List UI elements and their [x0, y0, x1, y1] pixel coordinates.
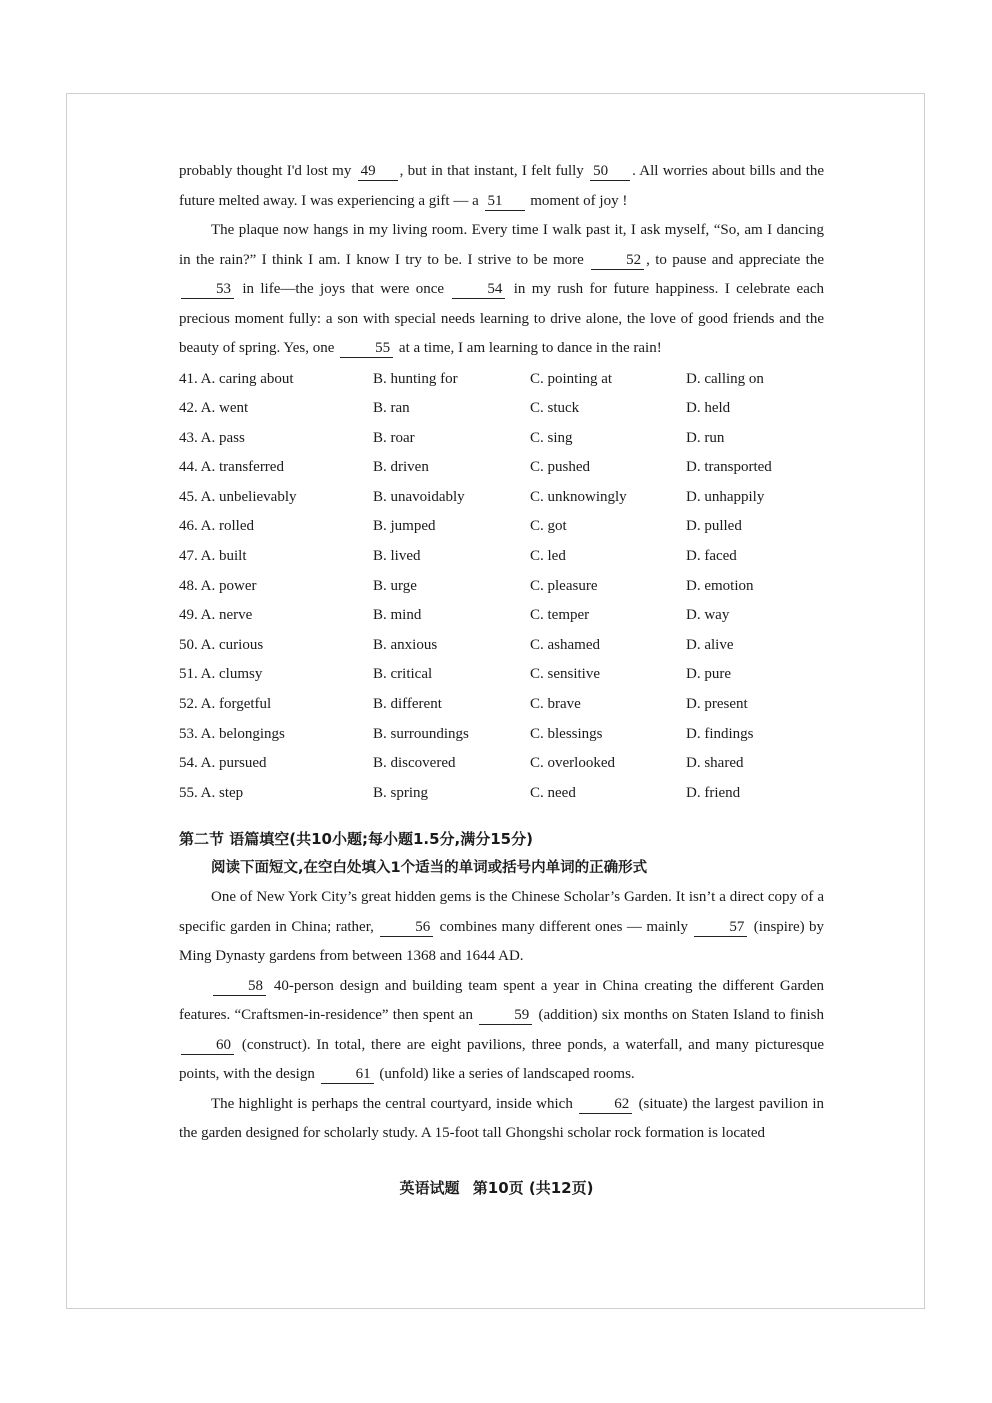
option-d: D. transported: [686, 459, 772, 476]
option-row: [179, 720, 824, 750]
option-row: [179, 572, 824, 602]
option-d: D. faced: [686, 548, 737, 565]
text: 40-person design and building team spent a year in China creating the different Garden features. “Craftsmen-in-residence” then spent an: [179, 977, 825, 1024]
text: (unfold) like a series of landscaped rooms.: [379, 1066, 635, 1083]
option-c: C. brave: [530, 696, 581, 713]
passage-paragraph: [179, 1090, 824, 1149]
option-c: C. blessings: [530, 725, 603, 742]
option-b: B. ran: [373, 400, 410, 417]
option-row: [179, 453, 824, 483]
text: , but in that instant, I felt fully: [399, 163, 584, 179]
option-c: C. ashamed: [530, 636, 600, 653]
blank-58: 58: [213, 977, 266, 996]
passage-paragraph: [179, 157, 824, 216]
option-b: B. different: [373, 696, 442, 713]
option-c: C. pleasure: [530, 577, 598, 594]
option-d: D. findings: [686, 725, 754, 742]
text: (situate) the largest pavilion in the garden designed for scholarly study. A 15-foot tall Ghongshi scholar rock formation is located: [179, 1095, 825, 1142]
option-c: C. sensitive: [530, 666, 600, 683]
blank-53: 53: [181, 280, 234, 299]
text: The plaque now hangs in my living room. Every time I walk past it, I ask myself, “So, am I dancing in the rain?” I think I am. I know I try to be. I strive to be more: [179, 222, 824, 268]
text: at a time, I am learning to dance in the rain!: [398, 340, 662, 356]
text: moment of joy !: [530, 192, 628, 209]
option-a: 48. A. power: [179, 577, 257, 594]
option-b: B. roar: [373, 429, 415, 446]
blank-51: 51: [485, 192, 525, 211]
option-row: [179, 779, 824, 809]
option-d: D. way: [686, 607, 730, 624]
text: (inspire) by Ming Dynasty gardens from between 1368 and 1644 AD.: [179, 918, 825, 965]
blank-54: 54: [452, 280, 505, 299]
blank-55: 55: [340, 339, 393, 358]
option-d: D. pure: [686, 666, 731, 683]
option-a: 41. A. caring about: [179, 370, 294, 387]
option-row: [179, 512, 824, 542]
text: One of New York City’s great hidden gems is the Chinese Scholar’s Garden. It isn’t a direct copy of a specific garden in China; rather,: [179, 889, 824, 935]
footer-subject: 英语试题: [399, 1179, 460, 1197]
option-a: 55. A. step: [179, 784, 244, 801]
text: (construct). In total, there are eight pavilions, three ponds, a waterfall, and many picturesque points, with the design: [179, 1036, 824, 1083]
option-a: 50. A. curious: [179, 636, 264, 653]
section-heading: 第二节 语篇填空(共10小题;每小题1.5分,满分15分): [179, 830, 533, 849]
option-d: D. emotion: [686, 577, 754, 594]
option-b: B. surroundings: [373, 725, 469, 742]
options-table: [179, 365, 824, 809]
option-d: D. calling on: [686, 370, 764, 387]
option-c: C. got: [530, 518, 567, 535]
option-d: D. present: [686, 696, 748, 713]
blank-50: 50: [590, 162, 630, 181]
option-b: B. hunting for: [373, 370, 458, 387]
text: (addition) six months on Staten Island to finish: [538, 1007, 824, 1024]
option-d: D. pulled: [686, 518, 742, 535]
option-c: C. temper: [530, 607, 590, 624]
option-a: 51. A. clumsy: [179, 666, 263, 683]
option-d: D. unhappily: [686, 488, 765, 505]
blank-59: 59: [479, 1006, 532, 1025]
text: in life—the joys that were once: [242, 281, 445, 297]
option-row: [179, 365, 824, 395]
option-c: C. pushed: [530, 459, 590, 476]
option-c: C. need: [530, 784, 576, 801]
blank-57: 57: [694, 918, 747, 937]
option-b: B. lived: [373, 548, 421, 565]
option-c: C. sing: [530, 429, 573, 446]
blank-62: 62: [579, 1095, 632, 1114]
option-c: C. stuck: [530, 400, 580, 417]
option-row: [179, 394, 824, 424]
option-c: C. pointing at: [530, 370, 613, 387]
page-footer: [67, 1177, 926, 1198]
option-a: 46. A. rolled: [179, 518, 254, 535]
passage-paragraph: [179, 972, 824, 1090]
option-c: C. unknowingly: [530, 488, 627, 505]
blank-56: 56: [380, 918, 433, 937]
option-row: [179, 542, 824, 572]
option-b: B. urge: [373, 577, 417, 594]
option-b: B. driven: [373, 459, 429, 476]
option-c: C. overlooked: [530, 755, 615, 772]
option-b: B. unavoidably: [373, 488, 465, 505]
blank-52: 52: [591, 251, 644, 270]
option-b: B. mind: [373, 607, 422, 624]
option-row: [179, 601, 824, 631]
option-d: D. alive: [686, 636, 734, 653]
option-b: B. critical: [373, 666, 433, 683]
option-a: 42. A. went: [179, 400, 249, 417]
option-row: [179, 631, 824, 661]
text: The highlight is perhaps the central courtyard, inside which: [211, 1095, 573, 1112]
option-b: B. jumped: [373, 518, 436, 535]
blank-60: 60: [181, 1036, 234, 1055]
page-content: [179, 157, 824, 1149]
text: , to pause and appreciate the: [646, 251, 825, 268]
option-d: D. run: [686, 429, 725, 446]
option-a: 53. A. belongings: [179, 725, 285, 742]
passage-paragraph: [179, 883, 824, 972]
text: in my rush for future happiness. I celebrate each precious moment fully: a son with special needs learning to drive alone, the love of good friends and the beauty of spring. Yes, one: [179, 281, 825, 356]
passage-paragraph: [179, 216, 824, 364]
option-b: B. spring: [373, 784, 429, 801]
option-d: D. shared: [686, 755, 744, 772]
text: probably thought I'd lost my: [179, 163, 352, 179]
option-d: D. held: [686, 400, 731, 417]
blank-49: 49: [358, 162, 398, 181]
section-instruction: 阅读下面短文,在空白处填入1个适当的单词或括号内单词的正确形式: [211, 860, 648, 877]
option-row: [179, 483, 824, 513]
option-a: 49. A. nerve: [179, 607, 253, 624]
option-a: 45. A. unbelievably: [179, 488, 297, 505]
option-a: 44. A. transferred: [179, 459, 284, 476]
blank-61: 61: [321, 1065, 374, 1084]
text: combines many different ones — mainly: [439, 918, 688, 935]
option-row: [179, 690, 824, 720]
option-row: [179, 424, 824, 454]
text: . All worries about bills and the future melted away. I was experiencing a gift — a: [179, 163, 825, 209]
option-a: 43. A. pass: [179, 429, 245, 446]
footer-page-number: 第10页 (共12页): [472, 1179, 594, 1197]
option-row: [179, 749, 824, 779]
option-b: B. anxious: [373, 636, 438, 653]
option-c: C. led: [530, 548, 566, 565]
option-a: 47. A. built: [179, 548, 247, 565]
exam-page: [66, 93, 925, 1309]
option-d: D. friend: [686, 784, 741, 801]
option-b: B. discovered: [373, 755, 456, 772]
option-row: [179, 660, 824, 690]
option-a: 54. A. pursued: [179, 755, 267, 772]
option-a: 52. A. forgetful: [179, 696, 272, 713]
